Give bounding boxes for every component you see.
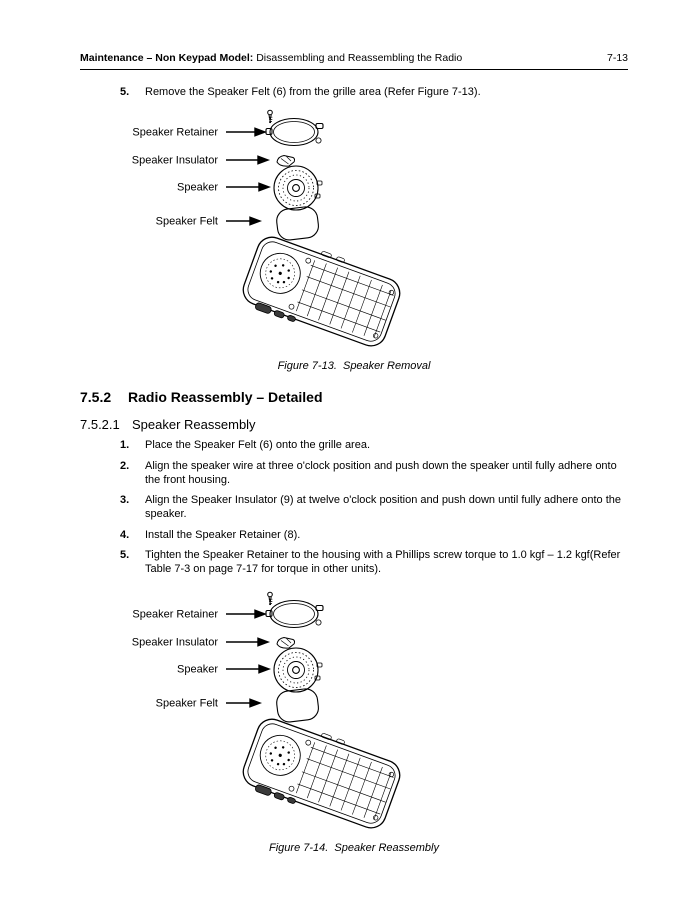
page-header (80, 52, 628, 70)
page-number: 7-13 (606, 52, 628, 64)
step-text: Install the Speaker Retainer (8). (145, 528, 301, 541)
reassembly-steps (120, 438, 628, 576)
step-number: 5. (120, 549, 130, 562)
list-item (120, 548, 628, 577)
figure-label-speaker-felt: Speaker Felt (155, 215, 218, 228)
step-number: 2. (120, 459, 130, 472)
figure-caption: Figure 7-13. Speaker Removal (277, 360, 431, 373)
list-item (120, 459, 628, 488)
step-number: 1. (120, 439, 130, 452)
figure-caption: Figure 7-14. Speaker Reassembly (269, 841, 439, 854)
list-item (120, 438, 628, 452)
exploded-diagram-figure (130, 107, 550, 352)
step-text: Remove the Speaker Felt (6) from the grille area (Refer Figure 7-13). (145, 86, 481, 98)
figure-label-speaker-retainer: Speaker Retainer (132, 126, 218, 139)
figure-label-speaker-retainer: Speaker Retainer (132, 608, 218, 621)
figure-label-speaker: Speaker (177, 663, 218, 676)
figure-label-speaker-insulator: Speaker Insulator (131, 154, 218, 167)
running-title-bold: Maintenance – Non Keypad Model: (80, 52, 254, 64)
subsection-heading (80, 417, 628, 432)
running-title-rest: Disassembling and Reassembling the Radio (253, 52, 463, 64)
step-number: 5. (120, 86, 130, 98)
figure-speaker-removal (130, 107, 628, 357)
step-text: Place the Speaker Felt (6) onto the grille area. (145, 439, 371, 452)
figure-label-speaker: Speaker (177, 181, 218, 194)
figure-speaker-reassembly (130, 589, 628, 839)
figure-label-speaker-insulator: Speaker Insulator (131, 636, 218, 649)
removal-steps (120, 85, 628, 99)
step-text: Align the speaker wire at three o'clock position and push down the speaker until fully adhere onto the front housing. (145, 459, 617, 486)
exploded-diagram-figure (130, 589, 550, 834)
running-title (80, 52, 462, 64)
step-text: Tighten the Speaker Retainer to the housing with a Phillips screw torque to 1.0 kgf – 1.2 kgf(Refer Table 7-3 on page 7-17 for torque in other units). (145, 549, 621, 576)
step-text: Align the Speaker Insulator (9) at twelve o'clock position and push down until fully adhere onto the speaker. (145, 494, 621, 521)
list-item (120, 85, 628, 99)
step-number: 4. (120, 528, 130, 541)
step-number: 3. (120, 494, 130, 507)
section-title: Radio Reassembly – Detailed (128, 389, 323, 406)
subsection-number: 7.5.2.1 (80, 417, 120, 433)
section-heading (80, 389, 628, 405)
section-number: 7.5.2 (80, 389, 112, 406)
list-item (120, 493, 628, 522)
list-item (120, 528, 628, 542)
figure-label-speaker-felt: Speaker Felt (155, 697, 218, 710)
subsection-title: Speaker Reassembly (132, 417, 256, 433)
